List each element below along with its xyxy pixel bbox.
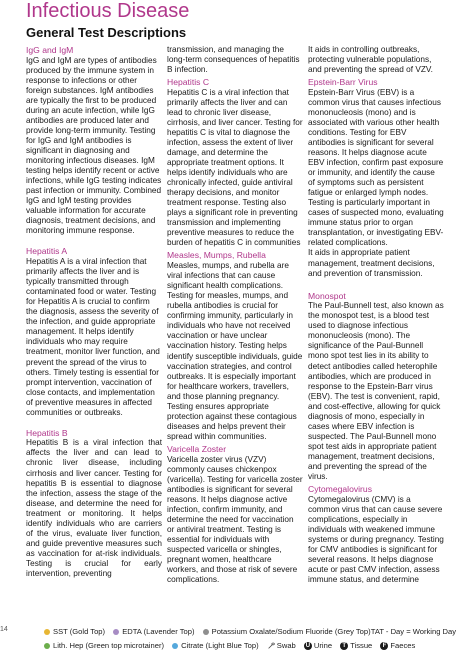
- legend-tissue-label: Tissue: [350, 641, 373, 650]
- section-body-hepatitis-b: Hepatitis B is a viral infection that affects the liver and can lead to chronic liver disease, including cirrhosis and liver cancer. Testing for hepatitis B is essential to diagnose the infection, assess the stage of the disease, and determine the need for treatment or monitoring. It helps identify individuals who are carriers of the virus, evaluate liver function, and guide preventive measures such as vaccination for at-risk individuals. Testing is crucial for early intervention, preventing: [26, 438, 162, 578]
- legend-sst-label: SST (Gold Top): [53, 627, 106, 636]
- legend-faeces-label: Faeces: [390, 641, 416, 650]
- light-blue-dot-icon: [172, 643, 178, 649]
- gold-dot-icon: [44, 629, 50, 635]
- section-body-cytomegalovirus: Cytomegalovirus (CMV) is a common virus that can cause severe complications, especially in individuals with weakened immune systems or during pregnancy. Testing for CMV antibodies is significant for several reasons. It helps diagnose acute or past CMV infection, assess immune status, and determine: [308, 494, 444, 585]
- legend-citrate: [172, 639, 259, 653]
- legend-lith-hep-label: Lith. Hep (Green top microtainer): [53, 641, 164, 650]
- section-heading-cytomegalovirus: Cytomegalovirus: [308, 484, 372, 495]
- section-body-epstein-barr: Epstein-Barr Virus (EBV) is a common virus that causes infectious mononucleosis (mono) and is associated with various other health conditions. Testing for EBV antibodies is significant for several reasons. It helps diagnose acute EBV infection, confirm past exposure or immunity, and identify the cause of symptoms such as persistent fatigue or enlarged lymph nodes. Testing is particularly important in cases of suspected mono, evaluating immune status prior to organ transplantation, or investigating EBV-related complications.: [308, 87, 444, 248]
- grey-dot-icon: [203, 629, 209, 635]
- tissue-icon: T: [340, 642, 348, 650]
- section-body-igg-igm: IgG and IgM are types of antibodies produced by the immune system in response to infections or other foreign substances. IgM antibodies are typically the first to be produced during an acute infection, while IgG antibodies are produced later and provide long-term immunity. Testing for IgG and IgM antibodies is significant in diagnosing and monitoring infectious diseases. IgM testing helps identify recent or active infections, while IgG testing indicates past infection or immunity. Combined IgG and IgM testing provides valuable information for accurate diagnosis, treatment decisions, and monitoring immune response.: [26, 55, 162, 236]
- legend-row-2: [44, 639, 462, 653]
- section-body-epstein-barr-2: It aids in appropriate patient management, treatment decisions, and prevention of transmission.: [308, 248, 435, 278]
- page-subtitle: General Test Descriptions: [26, 25, 187, 40]
- legend-edta: [113, 625, 194, 639]
- section-heading-varicella-zoster: Varicella Zoster: [167, 443, 227, 454]
- legend-citrate-label: Citrate (Light Blue Top): [181, 641, 259, 650]
- legend-grey-label: Potassium Oxalate/Sodium Fluoride (Grey Top): [211, 627, 371, 636]
- column-3: [308, 45, 444, 585]
- section-body-varicella-continued: It aids in controlling outbreaks, protecting vulnerable populations, and preventing the spread of VZV.: [308, 45, 433, 75]
- legend-urine-label: Urine: [313, 641, 333, 650]
- lavender-dot-icon: [113, 629, 119, 635]
- legend-lith-hep: [44, 639, 164, 653]
- section-heading-mmr: Measles, Mumps, Rubella: [167, 250, 266, 261]
- section-heading-monospot: Monospot: [308, 290, 346, 301]
- column-2: [167, 45, 303, 585]
- page-title: Infectious Disease: [26, 0, 190, 22]
- section-heading-igg-igm: IgG and IgM: [26, 45, 74, 55]
- legend-edta-label: EDTA (Lavender Top): [122, 627, 195, 636]
- section-body-monospot: The Paul-Bunnell test, also known as the monospot test, is a blood test used to diagnose infectious mononucleosis (mono). The significance of the Paul-Bunnell mono spot test lies in its ability to detect antibodies called heterophile antibodies, which are produced in response to the Epstein-Barr virus (EBV). The test is convenient, rapid, and cost-effective, allowing for quick diagnosis of mono, especially in cases where EBV infection is suspected. The Paul-Bunnell mono spot test aids in appropriate patient management, treatment decisions, and preventing the spread of the virus.: [308, 301, 444, 482]
- legend-tissue: [340, 639, 372, 653]
- legend-grey: [203, 625, 371, 639]
- swab-icon: [267, 642, 275, 650]
- green-dot-icon: [44, 643, 50, 649]
- section-body-mmr: Measles, mumps, and rubella are viral infections that can cause significant health complications. Testing for measles, mumps, and rubella antibodies is crucial for confirming immunity, particularly in individuals who have not received vaccination or have unclear vaccination history. Testing helps identify susceptible individuals, guide vaccination strategies, and control outbreaks. It is especially important for healthcare workers, travellers, and those planning pregnancy. Testing ensures appropriate protection against these contagious diseases and helps prevent their spread within communities.: [167, 261, 303, 441]
- legend-tat: TAT - Day = Working Day: [370, 627, 457, 636]
- tube-legend: [44, 625, 462, 653]
- section-body-varicella-zoster: Varicella zoster virus (VZV) commonly causes chickenpox (varicella). Testing for varicella zoster antibodies is significant for several reasons. It helps diagnose active infection, confirm immunity, and determine the need for vaccination or antiviral treatment. Testing is essential for individuals with suspected varicella or shingles, pregnant women, healthcare workers, and those at risk of severe complications.: [167, 454, 303, 585]
- section-heading-hepatitis-a: Hepatitis A: [26, 246, 68, 257]
- column-1: [26, 45, 162, 579]
- legend-swab: [267, 639, 296, 653]
- urine-icon: U: [305, 643, 311, 649]
- section-body-hepatitis-b-continued: transmission, and managing the long-term consequences of hepatitis B infection.: [167, 45, 300, 75]
- legend-faeces: [380, 639, 415, 653]
- faeces-icon: F: [380, 642, 388, 650]
- section-heading-hepatitis-c: Hepatitis C: [167, 77, 210, 88]
- legend-row-1: [44, 625, 462, 639]
- legend-urine: [304, 639, 332, 653]
- legend-sst: [44, 625, 105, 639]
- section-heading-epstein-barr: Epstein-Barr Virus: [308, 77, 378, 88]
- section-body-hepatitis-c: Hepatitis C is a viral infection that primarily affects the liver and can lead to chronic liver disease, cirrhosis, and liver cancer. Testing for hepatitis C is vital to diagnose the infection, assess the extent of liver damage, and determine the appropriate treatment options. It helps identify individuals who are chronically infected, guide antiviral therapy decisions, and monitor treatment response. Testing also plays a significant role in preventing transmission and implementing preventive measures to reduce the burden of hepatitis C in communities: [167, 87, 303, 248]
- legend-swab-label: Swab: [276, 641, 296, 650]
- page-number: 14: [0, 626, 8, 633]
- section-body-hepatitis-a: Hepatitis A is a viral infection that primarily affects the liver and is typically transmitted through contaminated food or water. Testing for Hepatitis A is crucial to confirm the diagnosis, assess the severity of the infection, and guide appropriate management. It helps identify individuals who may require treatment, monitor liver function, and prevent the spread of the virus to others. Timely testing is essential for prompt intervention, vaccination of close contacts, and implementation of preventive measures in affected communities or outbreaks.: [26, 257, 160, 417]
- section-heading-hepatitis-b: Hepatitis B: [26, 427, 68, 438]
